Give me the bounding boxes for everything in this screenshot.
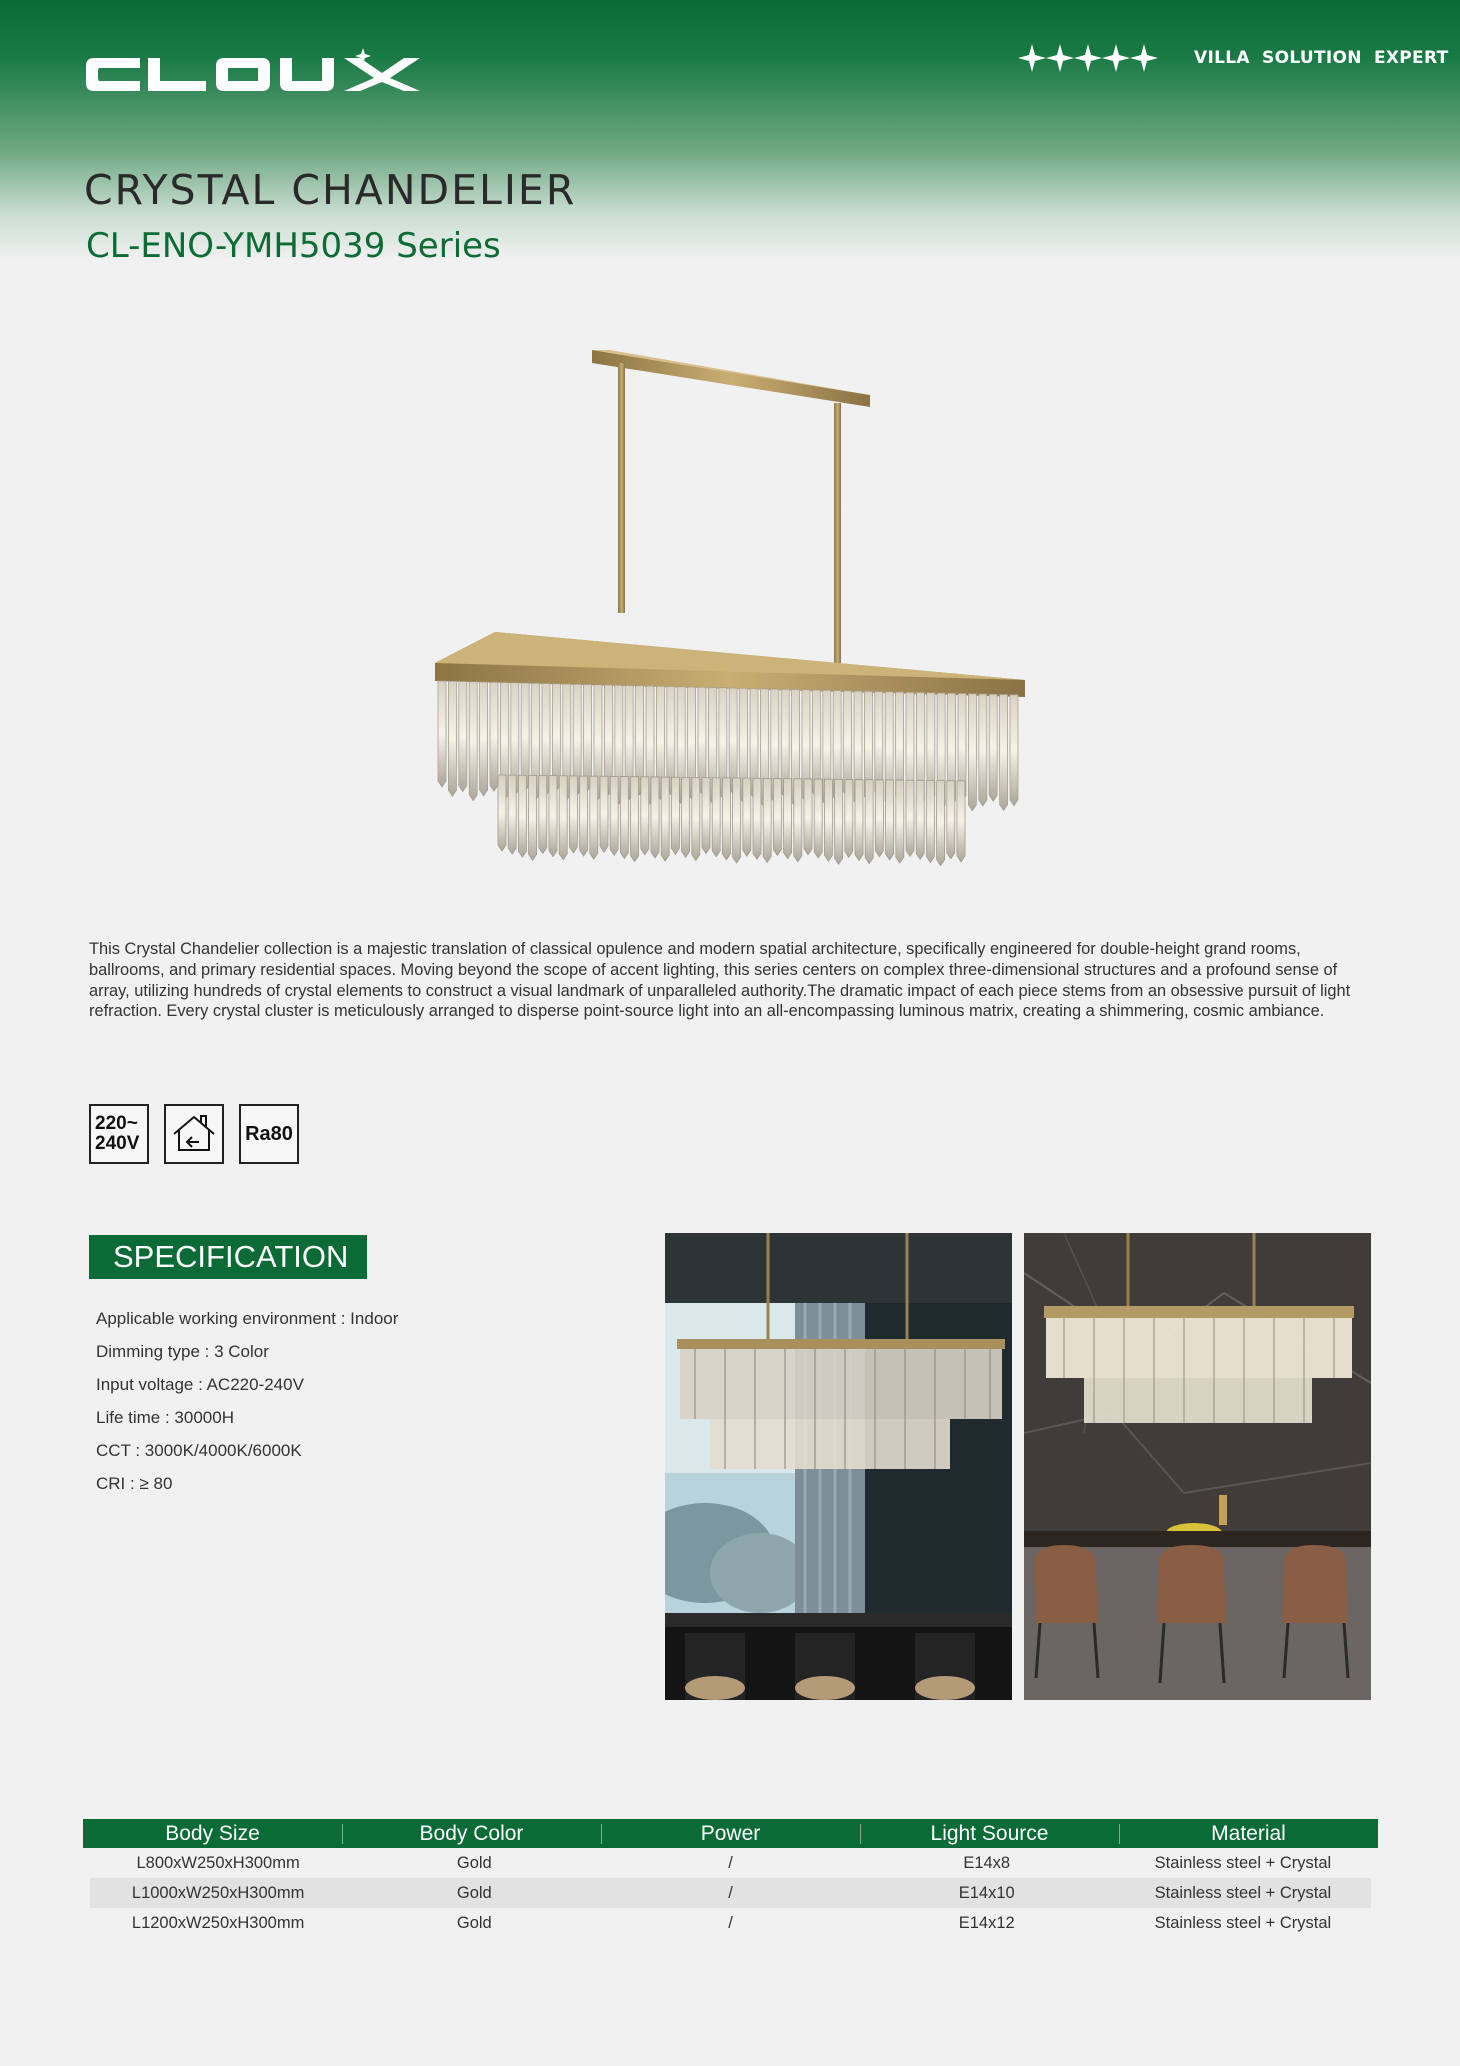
spec-item-dimming: Dimming type : 3 Color: [96, 1342, 269, 1361]
header-body-color: Body Color: [342, 1819, 601, 1848]
cell-light-source: E14x12: [958, 1913, 1015, 1932]
specification-heading: SPECIFICATION: [89, 1235, 367, 1279]
cell-material: Stainless steel + Crystal: [1154, 1913, 1332, 1932]
spec-item-voltage: Input voltage : AC220-240V: [96, 1375, 304, 1394]
voltage-badge-line1: 220~: [95, 1113, 138, 1134]
five-star-rating-icon: [1018, 40, 1160, 76]
chandelier-product-image: [430, 345, 1030, 875]
cell-material: Stainless steel + Crystal: [1154, 1853, 1332, 1872]
table-row: [90, 1848, 1371, 1878]
header-material: Material: [1119, 1819, 1378, 1848]
voltage-badge: [89, 1104, 149, 1164]
specification-list: [96, 1302, 398, 1500]
indoor-house-icon: [170, 1112, 218, 1156]
product-series: CL-ENO-YMH5039 Series: [86, 226, 501, 266]
table-row: [90, 1908, 1371, 1938]
header-band: [0, 0, 1460, 260]
product-title: CRYSTAL CHANDELIER: [84, 166, 577, 214]
cell-body-color: Gold: [456, 1913, 492, 1932]
cell-power: /: [728, 1883, 733, 1902]
room-photo-marble: [1024, 1233, 1371, 1700]
cell-light-source: E14x8: [963, 1853, 1011, 1872]
cell-material: Stainless steel + Crystal: [1154, 1883, 1332, 1902]
spec-item-lifetime: Life time : 30000H: [96, 1408, 234, 1427]
product-description: This Crystal Chandelier collection is a majestic translation of classical opulence and modern spatial architecture, specifically engineered for double-height grand rooms, ballrooms, and primary residential spaces. Moving beyond the scope of accent lighting, this series centers on complex three-dimensional structures and a profound sense of array, utilizing hundreds of crystal elements to construct a visual landmark of unparalleled authority.The dramatic impact of each piece stems from an obsessive pursuit of light refraction. Every crystal cluster is meticulously arranged to disperse point-source light into an all-encompassing luminous matrix, creating a shimmering, cosmic ambiance.: [89, 940, 1351, 1021]
spec-item-cct: CCT : 3000K/4000K/6000K: [96, 1441, 302, 1460]
spec-item-cri: CRI : ≥ 80: [96, 1474, 173, 1493]
header-light-source: Light Source: [860, 1819, 1119, 1848]
table-row: [90, 1878, 1371, 1908]
cell-power: /: [728, 1853, 733, 1872]
product-variants-table: [83, 1819, 1378, 1938]
table-header-row: [83, 1819, 1378, 1848]
cell-light-source: E14x10: [958, 1883, 1015, 1902]
header-power: Power: [601, 1819, 860, 1848]
cell-power: /: [728, 1913, 733, 1932]
brand-tagline: VILLA SOLUTION EXPERT: [1194, 48, 1449, 68]
cloux-logo: [82, 40, 437, 106]
indoor-badge: [164, 1104, 224, 1164]
cell-body-size: L800xW250xH300mm: [136, 1853, 300, 1872]
cell-body-color: Gold: [456, 1853, 492, 1872]
cell-body-color: Gold: [456, 1883, 492, 1902]
header-body-size: Body Size: [165, 1822, 260, 1845]
cri-badge: Ra80: [239, 1104, 299, 1164]
room-photo-window: [665, 1233, 1012, 1700]
voltage-badge-line2: 240V: [95, 1133, 140, 1154]
spec-item-environment: Applicable working environment : Indoor: [96, 1309, 399, 1328]
cell-body-size: L1200xW250xH300mm: [131, 1913, 305, 1932]
cell-body-size: L1000xW250xH300mm: [131, 1883, 305, 1902]
